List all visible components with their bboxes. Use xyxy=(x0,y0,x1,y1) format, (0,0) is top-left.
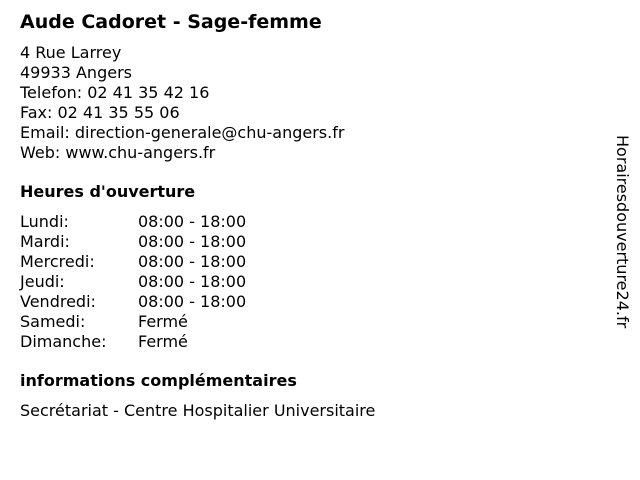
listing-card xyxy=(20,10,600,421)
hours-row-mardi xyxy=(20,232,600,252)
additional-info-heading: informations complémentaires xyxy=(20,371,297,390)
hours-row-samedi xyxy=(20,312,600,332)
hours-row-dimanche xyxy=(20,332,600,352)
hours-row-mercredi xyxy=(20,252,600,272)
day-label: Lundi: xyxy=(20,212,69,231)
day-label: Jeudi: xyxy=(20,272,65,291)
day-hours: 08:00 - 18:00 xyxy=(138,232,247,251)
address-street: 4 Rue Larrey xyxy=(20,43,122,62)
opening-hours-table xyxy=(20,212,600,352)
business-title: Aude Cadoret - Sage-femme xyxy=(20,11,322,33)
address-city: 49933 Angers xyxy=(20,63,132,82)
additional-info-text: Secrétariat - Centre Hospitalier Universitaire xyxy=(20,401,376,420)
watermark-vertical-text: Horairesdouverture24.fr xyxy=(613,135,632,329)
web-line: Web: www.chu-angers.fr xyxy=(20,143,216,162)
email-line: Email: direction-generale@chu-angers.fr xyxy=(20,123,345,142)
day-label: Samedi: xyxy=(20,312,86,331)
day-hours: Fermé xyxy=(138,332,188,351)
day-label: Mardi: xyxy=(20,232,70,251)
hours-row-lundi xyxy=(20,212,600,232)
opening-hours-heading: Heures d'ouverture xyxy=(20,182,196,201)
fax-line: Fax: 02 41 35 55 06 xyxy=(20,103,180,122)
day-hours: 08:00 - 18:00 xyxy=(138,252,247,271)
day-label: Dimanche: xyxy=(20,332,107,351)
day-label: Vendredi: xyxy=(20,292,96,311)
hours-row-jeudi xyxy=(20,272,600,292)
day-hours: 08:00 - 18:00 xyxy=(138,212,247,231)
day-label: Mercredi: xyxy=(20,252,95,271)
hours-row-vendredi xyxy=(20,292,600,312)
day-hours: 08:00 - 18:00 xyxy=(138,292,247,311)
phone-line: Telefon: 02 41 35 42 16 xyxy=(20,83,210,102)
day-hours: Fermé xyxy=(138,312,188,331)
day-hours: 08:00 - 18:00 xyxy=(138,272,247,291)
